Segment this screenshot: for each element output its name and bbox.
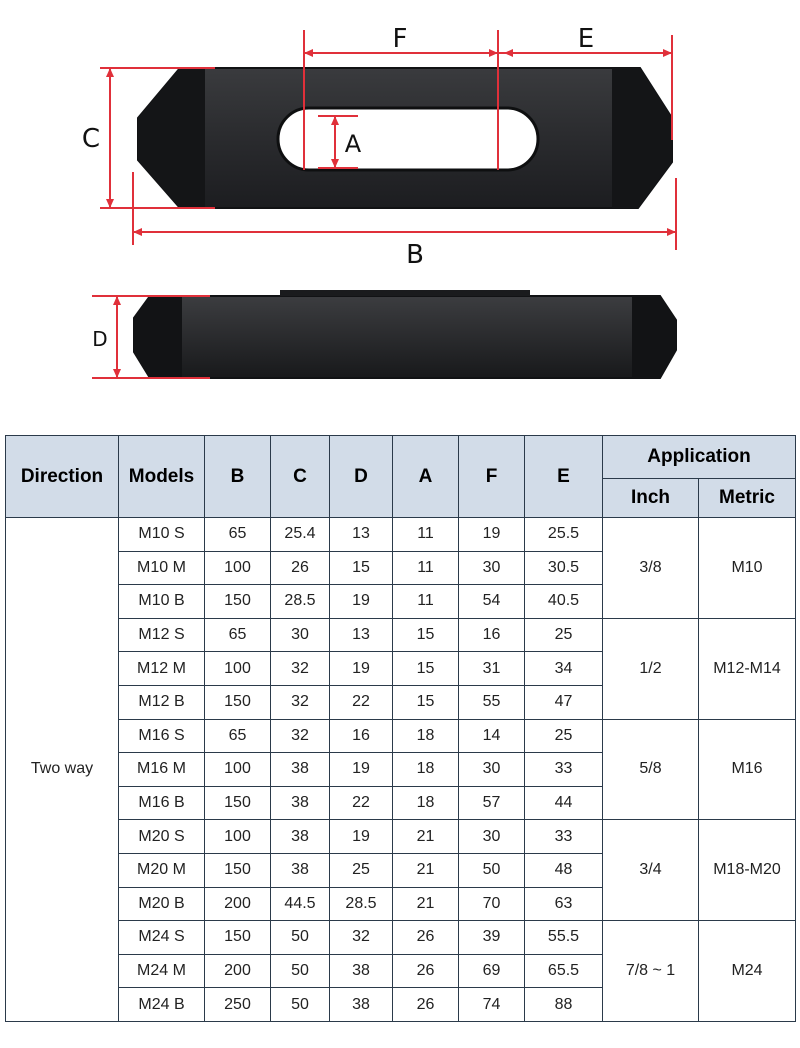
- model-cell: M24 M: [119, 954, 205, 988]
- e-value-cell: 30.5: [525, 551, 603, 585]
- a-value-cell: 15: [393, 685, 459, 719]
- header-a: A: [393, 436, 459, 518]
- a-value-cell: 18: [393, 719, 459, 753]
- e-value-cell: 34: [525, 652, 603, 686]
- header-direction: Direction: [6, 436, 119, 518]
- header-metric: Metric: [699, 479, 796, 518]
- model-cell: M20 B: [119, 887, 205, 921]
- label-f: F: [392, 24, 408, 54]
- e-value-cell: 25.5: [525, 518, 603, 552]
- b-value-cell: 200: [205, 954, 271, 988]
- table-row: [6, 921, 796, 955]
- table-row: [6, 518, 796, 552]
- a-value-cell: 21: [393, 820, 459, 854]
- d-value-cell: 13: [330, 518, 393, 552]
- spec-table: [5, 435, 796, 1022]
- f-value-cell: 55: [459, 685, 525, 719]
- table-body: [6, 518, 796, 1022]
- b-value-cell: 150: [205, 921, 271, 955]
- e-value-cell: 33: [525, 820, 603, 854]
- f-value-cell: 57: [459, 786, 525, 820]
- c-value-cell: 50: [271, 921, 330, 955]
- metric-cell: M12-M14: [699, 618, 796, 719]
- d-value-cell: 19: [330, 585, 393, 619]
- header-d: D: [330, 436, 393, 518]
- e-value-cell: 44: [525, 786, 603, 820]
- label-b: B: [406, 240, 424, 270]
- b-value-cell: 65: [205, 618, 271, 652]
- inch-cell: 1/2: [603, 618, 699, 719]
- table-header-row: [6, 436, 796, 479]
- model-cell: M20 M: [119, 853, 205, 887]
- e-value-cell: 63: [525, 887, 603, 921]
- e-value-cell: 65.5: [525, 954, 603, 988]
- b-value-cell: 150: [205, 585, 271, 619]
- header-f: F: [459, 436, 525, 518]
- c-value-cell: 50: [271, 988, 330, 1022]
- inch-cell: 5/8: [603, 719, 699, 820]
- metric-cell: M24: [699, 921, 796, 1022]
- model-cell: M24 B: [119, 988, 205, 1022]
- b-value-cell: 150: [205, 786, 271, 820]
- label-c: C: [81, 124, 101, 154]
- header-b: B: [205, 436, 271, 518]
- d-value-cell: 22: [330, 786, 393, 820]
- b-value-cell: 100: [205, 551, 271, 585]
- metric-cell: M16: [699, 719, 796, 820]
- model-cell: M10 M: [119, 551, 205, 585]
- e-value-cell: 47: [525, 685, 603, 719]
- a-value-cell: 18: [393, 753, 459, 787]
- c-value-cell: 38: [271, 753, 330, 787]
- f-value-cell: 54: [459, 585, 525, 619]
- header-inch: Inch: [603, 479, 699, 518]
- b-value-cell: 200: [205, 887, 271, 921]
- f-value-cell: 69: [459, 954, 525, 988]
- c-value-cell: 30: [271, 618, 330, 652]
- metric-cell: M18-M20: [699, 820, 796, 921]
- model-cell: M10 S: [119, 518, 205, 552]
- b-value-cell: 100: [205, 753, 271, 787]
- d-value-cell: 19: [330, 820, 393, 854]
- f-value-cell: 16: [459, 618, 525, 652]
- model-cell: M12 B: [119, 685, 205, 719]
- table-row: [6, 820, 796, 854]
- clamp-side-view: [134, 290, 676, 378]
- b-value-cell: 150: [205, 853, 271, 887]
- header-e: E: [525, 436, 603, 518]
- inch-cell: 3/4: [603, 820, 699, 921]
- label-d: D: [92, 327, 108, 351]
- d-value-cell: 28.5: [330, 887, 393, 921]
- model-cell: M12 S: [119, 618, 205, 652]
- header-c: C: [271, 436, 330, 518]
- d-value-cell: 16: [330, 719, 393, 753]
- e-value-cell: 88: [525, 988, 603, 1022]
- model-cell: M16 B: [119, 786, 205, 820]
- c-value-cell: 28.5: [271, 585, 330, 619]
- header-application: Application: [603, 436, 796, 479]
- model-cell: M16 M: [119, 753, 205, 787]
- e-value-cell: 25: [525, 719, 603, 753]
- f-value-cell: 74: [459, 988, 525, 1022]
- c-value-cell: 25.4: [271, 518, 330, 552]
- a-value-cell: 21: [393, 853, 459, 887]
- d-value-cell: 19: [330, 753, 393, 787]
- header-models: Models: [119, 436, 205, 518]
- direction-cell: Two way: [6, 518, 119, 1022]
- c-value-cell: 32: [271, 719, 330, 753]
- f-value-cell: 50: [459, 853, 525, 887]
- metric-cell: M10: [699, 518, 796, 619]
- a-value-cell: 21: [393, 887, 459, 921]
- inch-cell: 3/8: [603, 518, 699, 619]
- d-value-cell: 32: [330, 921, 393, 955]
- e-value-cell: 48: [525, 853, 603, 887]
- c-value-cell: 50: [271, 954, 330, 988]
- c-value-cell: 44.5: [271, 887, 330, 921]
- a-value-cell: 11: [393, 551, 459, 585]
- c-value-cell: 32: [271, 685, 330, 719]
- f-value-cell: 31: [459, 652, 525, 686]
- f-value-cell: 70: [459, 887, 525, 921]
- a-value-cell: 15: [393, 618, 459, 652]
- b-value-cell: 100: [205, 820, 271, 854]
- a-value-cell: 26: [393, 921, 459, 955]
- c-value-cell: 32: [271, 652, 330, 686]
- f-value-cell: 30: [459, 753, 525, 787]
- inch-cell: 7/8 ~ 1: [603, 921, 699, 1022]
- e-value-cell: 33: [525, 753, 603, 787]
- a-value-cell: 18: [393, 786, 459, 820]
- a-value-cell: 26: [393, 988, 459, 1022]
- model-cell: M12 M: [119, 652, 205, 686]
- model-cell: M20 S: [119, 820, 205, 854]
- c-value-cell: 38: [271, 820, 330, 854]
- f-value-cell: 14: [459, 719, 525, 753]
- d-value-cell: 38: [330, 988, 393, 1022]
- e-value-cell: 40.5: [525, 585, 603, 619]
- a-value-cell: 11: [393, 585, 459, 619]
- clamp-dimension-diagram: [0, 0, 800, 420]
- c-value-cell: 38: [271, 786, 330, 820]
- c-value-cell: 26: [271, 551, 330, 585]
- label-e: E: [577, 24, 595, 54]
- b-value-cell: 65: [205, 518, 271, 552]
- label-a: A: [344, 130, 362, 158]
- model-cell: M16 S: [119, 719, 205, 753]
- f-value-cell: 39: [459, 921, 525, 955]
- model-cell: M10 B: [119, 585, 205, 619]
- d-value-cell: 22: [330, 685, 393, 719]
- f-value-cell: 30: [459, 820, 525, 854]
- d-value-cell: 19: [330, 652, 393, 686]
- a-value-cell: 26: [393, 954, 459, 988]
- a-value-cell: 11: [393, 518, 459, 552]
- clamp-top-view: [138, 68, 672, 208]
- table-row: [6, 719, 796, 753]
- table-row: [6, 618, 796, 652]
- b-value-cell: 100: [205, 652, 271, 686]
- d-value-cell: 13: [330, 618, 393, 652]
- model-cell: M24 S: [119, 921, 205, 955]
- b-value-cell: 150: [205, 685, 271, 719]
- d-value-cell: 15: [330, 551, 393, 585]
- d-value-cell: 25: [330, 853, 393, 887]
- b-value-cell: 250: [205, 988, 271, 1022]
- f-value-cell: 30: [459, 551, 525, 585]
- d-value-cell: 38: [330, 954, 393, 988]
- a-value-cell: 15: [393, 652, 459, 686]
- c-value-cell: 38: [271, 853, 330, 887]
- b-value-cell: 65: [205, 719, 271, 753]
- e-value-cell: 25: [525, 618, 603, 652]
- e-value-cell: 55.5: [525, 921, 603, 955]
- f-value-cell: 19: [459, 518, 525, 552]
